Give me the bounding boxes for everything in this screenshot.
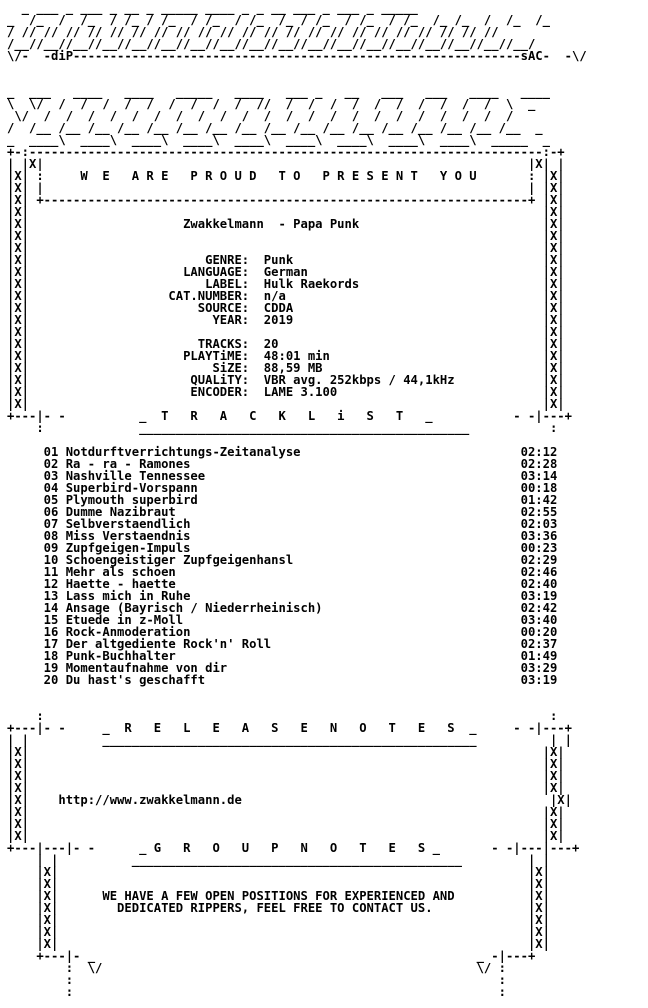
nfo-line: 04 Superbird-Vorspann 00:18 <box>7 481 558 495</box>
nfo-line: |X| |X| <box>7 781 565 795</box>
nfo-line: |X| |X| <box>7 925 550 939</box>
nfo-line: 02 Ra - ra - Ramones 02:28 <box>7 457 558 471</box>
nfo-line: |X| GENRE: Punk |X| <box>7 253 565 267</box>
nfo-line: / /__ /__ /__ /__ /__ /__ /__ /__ /__ /__ /__ /__ /__ /__ /__ /__ /__ _ <box>7 121 543 135</box>
nfo-line: +---|- _ _ -|---+ <box>7 949 536 963</box>
nfo-line: |X| QUALiTY: VBR avg. 252kbps / 44,1kHz |X| <box>7 373 565 387</box>
nfo-line: / // // // // // // // // // // // // // // // // // // // // // // <box>7 25 499 39</box>
nfo-line: |X| |X| <box>7 829 565 843</box>
nfo-line: |X| SiZE: 88,59 MB |X| <box>7 361 565 375</box>
nfo-line: |X| YEAR: 2019 |X| <box>7 313 565 327</box>
nfo-line: 05 Plymouth superbird 01:42 <box>7 493 558 507</box>
nfo-line: 09 Zupfgeigen-Impuls 00:23 <box>7 541 558 555</box>
nfo-line: +---|---|- - _ G R O U P N O T E S _ - -|---|---+ <box>7 841 580 855</box>
nfo-line: |X| |X| <box>7 241 565 255</box>
nfo-line: /__//__//__//__//__//__//__//__//__//__//__//__//__//__//__//__//__//__/ <box>7 37 536 51</box>
nfo-line: 01 Notdurftverrichtungs-Zeitanalyse 02:12 <box>7 445 558 459</box>
nfo-line: 15 Etuede in z-Moll 03:40 <box>7 613 558 627</box>
nfo-line: |X| TRACKS: 20 |X| <box>7 337 565 351</box>
nfo-line: 11 Mehr als schoen 02:46 <box>7 565 558 579</box>
nfo-line: 08 Miss Verstaendnis 03:36 <box>7 529 558 543</box>
nfo-line: : : <box>7 709 558 723</box>
nfo-line: : : <box>7 985 506 999</box>
nfo-line: |X| |X| <box>7 805 565 819</box>
nfo-line: |X| DEDICATED RIPPERS, FEEL FREE TO CONTACT US. |X| <box>7 901 550 915</box>
nfo-line: |X| |X| <box>7 229 565 243</box>
nfo-line: |X| : W E A R E P R O U D T O P R E S E N T Y O U : |X| <box>7 169 565 183</box>
nfo-line: |X| ENCODER: LAME 3.100 |X| <box>7 385 565 399</box>
nfo-line: 06 Dumme Nazibraut 02:55 <box>7 505 558 519</box>
nfo-line: 17 Der altgediente Rock'n' Roll 02:37 <box>7 637 558 651</box>
nfo-line: |X| +------------------------------------------------------------------+ |X| <box>7 193 565 207</box>
nfo-line: |X| |X| <box>7 865 550 879</box>
nfo-line: |X| |X| <box>7 325 565 339</box>
nfo-line: 10 Schoengeistiger Zupfgeigenhansl 02:29 <box>7 553 558 567</box>
nfo-line: \ \/ / / / / / / / / / // / / / / / / / / / / \ _ <box>7 97 536 111</box>
nfo-line: : : <box>7 973 506 987</box>
nfo-line: : \/ \/ : <box>7 961 506 975</box>
nfo-line: _ /_ / /_ / /_ / /_ / /_ / /_ /_ / /_ / /_ / /_ /_ /_ / /_ /_ <box>7 13 550 27</box>
nfo-line: |X| SOURCE: CDDA |X| <box>7 301 565 315</box>
nfo-line: |X| |X| <box>7 913 550 927</box>
nfo-line: 14 Ansage (Bayrisch / Niederrheinisch) 02:42 <box>7 601 558 615</box>
nfo-line: |X| http://www.zwakkelmann.de |X| <box>7 793 572 807</box>
nfo-line: | | ___________________________________________________ | | <box>7 733 572 747</box>
nfo-line: |X| LABEL: Hulk Raekords |X| <box>7 277 565 291</box>
nfo-line: |X| |X| <box>7 205 565 219</box>
nfo-line: |X| PLAYTiME: 48:01 min |X| <box>7 349 565 363</box>
nfo-line: | |X| |X| | <box>7 157 565 171</box>
nfo-line: +---|- - _ R E L E A S E N O T E S _ - -|---+ <box>7 721 572 735</box>
nfo-line: 19 Momentaufnahme von dir 03:29 <box>7 661 558 675</box>
nfo-line: | | _____________________________________________ | | <box>7 853 550 867</box>
nfo-line: |X| CAT.NUMBER: n/a |X| <box>7 289 565 303</box>
nfo-line: |X| | | |X| <box>7 181 565 195</box>
nfo-line: _ ___ ____ ____ _____ ____ ___ _ __ ___ ___ ____ ____ <box>7 85 550 99</box>
nfo-line: _ ____\ ____\ ____\ ____\ ____\ ____\ ____\ ____\ ____\ _____ _ <box>7 133 550 147</box>
nfo-line: |X| |X| <box>7 817 565 831</box>
nfo-line: : _____________________________________________ : <box>7 421 558 435</box>
nfo-line: \/ / / / / / / / / / / / / / / / / / / / / / / <box>7 109 514 123</box>
nfo-line: 12 Haette - haette 02:40 <box>7 577 558 591</box>
nfo-line: |X| |X| <box>7 937 550 951</box>
nfo-line: |X| |X| <box>7 745 565 759</box>
nfo-line: 20 Du hast's geschafft 03:19 <box>7 673 558 687</box>
nfo-line: 16 Rock-Anmoderation 00:20 <box>7 625 558 639</box>
nfo-line: _ ___ _ ___ _ __ _ _____ ____ _ _ __ ___ _ ___ _ _____ <box>7 1 418 15</box>
nfo-line: |X| |X| <box>7 757 565 771</box>
nfo-line: 07 Selbverstaendlich 02:03 <box>7 517 558 531</box>
nfo-line: |X| |X| <box>7 769 565 783</box>
nfo-line: +---|- - _ T R A C K L i S T _ - -|---+ <box>7 409 572 423</box>
nfo-line: |X| LANGUAGE: German |X| <box>7 265 565 279</box>
nfo-line: |X| |X| <box>7 397 565 411</box>
nfo-line: 18 Punk-Buchhalter 01:49 <box>7 649 558 663</box>
nfo-line: 03 Nashville Tennessee 03:14 <box>7 469 558 483</box>
nfo-line: 13 Lass mich in Ruhe 03:19 <box>7 589 558 603</box>
nfo-line: |X| Zwakkelmann - Papa Punk |X| <box>7 217 565 231</box>
nfo-line: |X| |X| <box>7 877 550 891</box>
nfo-line: +-:----------------------------------------------------------------------:-+ <box>7 145 565 159</box>
nfo-line: |X| WE HAVE A FEW OPEN POSITIONS FOR EXPERIENCED AND |X| <box>7 889 550 903</box>
nfo-line: \/- -diP-------------------------------------------------------------sAC- -\/ <box>7 49 587 63</box>
